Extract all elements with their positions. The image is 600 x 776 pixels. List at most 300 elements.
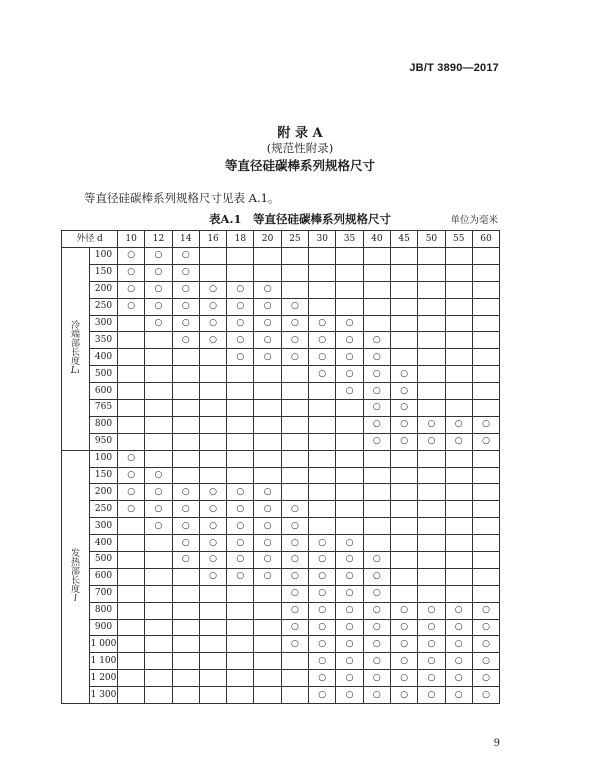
size-available-mark: ○ [227, 298, 254, 315]
cold-end-row [62, 433, 500, 450]
page-number: 9 [493, 738, 500, 749]
size-empty-cell [118, 366, 145, 383]
size-available-mark: ○ [254, 501, 281, 518]
size-empty-cell [227, 416, 254, 433]
size-empty-cell [199, 585, 226, 602]
size-available-mark: ○ [281, 315, 308, 332]
heating-length-cell: 150 [90, 467, 118, 484]
heating-row [62, 619, 500, 636]
size-empty-cell [145, 670, 172, 687]
size-available-mark: ○ [363, 568, 390, 585]
size-empty-cell [418, 518, 445, 535]
size-empty-cell [145, 602, 172, 619]
size-available-mark: ○ [254, 535, 281, 552]
size-available-mark: ○ [172, 298, 199, 315]
size-empty-cell [336, 264, 363, 281]
size-empty-cell [363, 450, 390, 467]
size-available-mark: ○ [227, 552, 254, 569]
size-available-mark: ○ [445, 653, 472, 670]
size-available-mark: ○ [336, 670, 363, 687]
size-empty-cell [145, 653, 172, 670]
diameter-header-cell: 50 [418, 231, 445, 248]
size-empty-cell [445, 552, 472, 569]
cold-end-row [62, 264, 500, 281]
size-available-mark: ○ [254, 552, 281, 569]
size-available-mark: ○ [172, 484, 199, 501]
size-available-mark: ○ [445, 619, 472, 636]
size-available-mark: ○ [281, 602, 308, 619]
size-empty-cell [363, 281, 390, 298]
size-available-mark: ○ [309, 619, 336, 636]
size-empty-cell [445, 467, 472, 484]
size-empty-cell [363, 501, 390, 518]
size-empty-cell [472, 568, 499, 585]
diameter-header-cell: 10 [118, 231, 145, 248]
size-empty-cell [418, 568, 445, 585]
size-empty-cell [418, 298, 445, 315]
size-empty-cell [254, 416, 281, 433]
size-empty-cell [118, 433, 145, 450]
size-available-mark: ○ [227, 332, 254, 349]
size-empty-cell [418, 450, 445, 467]
size-available-mark: ○ [363, 619, 390, 636]
size-empty-cell [172, 433, 199, 450]
size-empty-cell [309, 383, 336, 400]
size-empty-cell [227, 366, 254, 383]
size-empty-cell [172, 400, 199, 417]
size-empty-cell [472, 518, 499, 535]
size-available-mark: ○ [254, 518, 281, 535]
size-empty-cell [472, 501, 499, 518]
size-available-mark: ○ [281, 552, 308, 569]
size-available-mark: ○ [199, 281, 226, 298]
heating-length-cell: 100 [90, 450, 118, 467]
size-empty-cell [472, 450, 499, 467]
size-empty-cell [118, 349, 145, 366]
size-empty-cell [472, 248, 499, 265]
table-header-row [62, 231, 500, 248]
size-available-mark: ○ [390, 366, 417, 383]
heating-length-cell: 900 [90, 619, 118, 636]
size-empty-cell [118, 315, 145, 332]
heating-length-cell: 250 [90, 501, 118, 518]
size-empty-cell [390, 467, 417, 484]
size-empty-cell [445, 248, 472, 265]
size-empty-cell [254, 670, 281, 687]
size-available-mark: ○ [336, 619, 363, 636]
size-available-mark: ○ [172, 535, 199, 552]
size-empty-cell [281, 433, 308, 450]
cold-end-row [62, 332, 500, 349]
cold-end-length-cell: 800 [90, 416, 118, 433]
size-empty-cell [118, 653, 145, 670]
size-available-mark: ○ [363, 383, 390, 400]
size-available-mark: ○ [199, 568, 226, 585]
size-available-mark: ○ [472, 653, 499, 670]
size-available-mark: ○ [227, 568, 254, 585]
size-available-mark: ○ [172, 501, 199, 518]
diameter-header-cell: 30 [309, 231, 336, 248]
annex-name: 等直径硅碳棒系列规格尺寸 [224, 158, 375, 173]
size-available-mark: ○ [145, 298, 172, 315]
size-empty-cell [199, 264, 226, 281]
size-available-mark: ○ [472, 619, 499, 636]
size-empty-cell [172, 602, 199, 619]
heating-length-cell: 300 [90, 518, 118, 535]
size-empty-cell [418, 366, 445, 383]
size-available-mark: ○ [309, 687, 336, 704]
size-empty-cell [472, 315, 499, 332]
size-available-mark: ○ [254, 315, 281, 332]
heating-length-cell: 400 [90, 535, 118, 552]
size-empty-cell [199, 450, 226, 467]
size-available-mark: ○ [227, 315, 254, 332]
size-available-mark: ○ [281, 501, 308, 518]
size-empty-cell [254, 383, 281, 400]
diameter-header-cell: 35 [336, 231, 363, 248]
size-available-mark: ○ [445, 602, 472, 619]
size-empty-cell [418, 501, 445, 518]
size-empty-cell [145, 636, 172, 653]
size-empty-cell [472, 467, 499, 484]
size-empty-cell [418, 552, 445, 569]
cold-end-row [62, 416, 500, 433]
size-empty-cell [118, 670, 145, 687]
size-available-mark: ○ [472, 433, 499, 450]
size-empty-cell [281, 653, 308, 670]
size-available-mark: ○ [309, 670, 336, 687]
size-empty-cell [172, 349, 199, 366]
size-empty-cell [390, 501, 417, 518]
heating-row [62, 467, 500, 484]
size-empty-cell [227, 264, 254, 281]
size-available-mark: ○ [309, 653, 336, 670]
size-empty-cell [309, 264, 336, 281]
size-empty-cell [227, 433, 254, 450]
size-empty-cell [199, 467, 226, 484]
size-available-mark: ○ [145, 518, 172, 535]
size-available-mark: ○ [309, 552, 336, 569]
size-available-mark: ○ [281, 332, 308, 349]
size-empty-cell [281, 366, 308, 383]
size-available-mark: ○ [145, 484, 172, 501]
size-available-mark: ○ [254, 298, 281, 315]
size-empty-cell [390, 264, 417, 281]
size-available-mark: ○ [172, 332, 199, 349]
size-empty-cell [199, 687, 226, 704]
size-available-mark: ○ [390, 400, 417, 417]
size-empty-cell [472, 332, 499, 349]
size-empty-cell [309, 416, 336, 433]
diameter-header-cell: 18 [227, 231, 254, 248]
standard-number: JB/T 3890—2017 [409, 62, 499, 74]
size-empty-cell [281, 264, 308, 281]
size-available-mark: ○ [336, 349, 363, 366]
diameter-header-cell: 20 [254, 231, 281, 248]
size-empty-cell [254, 687, 281, 704]
size-empty-cell [390, 568, 417, 585]
size-empty-cell [199, 636, 226, 653]
size-empty-cell [118, 602, 145, 619]
heating-length-cell: 1 100 [90, 653, 118, 670]
size-empty-cell [472, 349, 499, 366]
size-empty-cell [445, 484, 472, 501]
size-empty-cell [418, 349, 445, 366]
size-available-mark: ○ [281, 535, 308, 552]
size-available-mark: ○ [254, 484, 281, 501]
size-empty-cell [418, 535, 445, 552]
size-empty-cell [254, 264, 281, 281]
size-empty-cell [172, 467, 199, 484]
size-empty-cell [472, 552, 499, 569]
table-caption: 表A.1 等直径硅碳棒系列规格尺寸 [209, 212, 391, 226]
diameter-header-cell: 25 [281, 231, 308, 248]
size-empty-cell [309, 298, 336, 315]
size-available-mark: ○ [363, 433, 390, 450]
diameter-header-cell: 12 [145, 231, 172, 248]
size-empty-cell [445, 298, 472, 315]
size-empty-cell [418, 400, 445, 417]
size-empty-cell [172, 568, 199, 585]
heating-row [62, 450, 500, 467]
size-empty-cell [227, 636, 254, 653]
size-empty-cell [145, 450, 172, 467]
size-empty-cell [199, 416, 226, 433]
cold-end-length-cell: 400 [90, 349, 118, 366]
size-empty-cell [472, 281, 499, 298]
size-available-mark: ○ [363, 602, 390, 619]
size-empty-cell [172, 585, 199, 602]
size-available-mark: ○ [309, 602, 336, 619]
cold-end-length-cell: 950 [90, 433, 118, 450]
size-empty-cell [145, 687, 172, 704]
size-available-mark: ○ [199, 332, 226, 349]
diameter-header-cell: 16 [199, 231, 226, 248]
size-empty-cell [309, 518, 336, 535]
heating-row [62, 602, 500, 619]
size-available-mark: ○ [172, 281, 199, 298]
size-available-mark: ○ [363, 670, 390, 687]
size-empty-cell [390, 298, 417, 315]
size-empty-cell [227, 653, 254, 670]
size-available-mark: ○ [227, 484, 254, 501]
size-available-mark: ○ [336, 653, 363, 670]
diameter-header-cell: 60 [472, 231, 499, 248]
size-empty-cell [363, 535, 390, 552]
heating-length-cell: 1 200 [90, 670, 118, 687]
size-empty-cell [472, 400, 499, 417]
size-empty-cell [199, 366, 226, 383]
size-empty-cell [199, 602, 226, 619]
size-empty-cell [309, 281, 336, 298]
heating-row [62, 568, 500, 585]
size-empty-cell [281, 248, 308, 265]
size-available-mark: ○ [254, 349, 281, 366]
size-empty-cell [145, 332, 172, 349]
size-empty-cell [172, 619, 199, 636]
size-available-mark: ○ [336, 602, 363, 619]
size-empty-cell [472, 484, 499, 501]
size-empty-cell [418, 585, 445, 602]
size-available-mark: ○ [118, 264, 145, 281]
cold-end-row [62, 248, 500, 265]
size-empty-cell [199, 248, 226, 265]
size-empty-cell [199, 400, 226, 417]
size-empty-cell [254, 248, 281, 265]
cold-end-label-char: 长 [70, 347, 80, 358]
size-available-mark: ○ [336, 585, 363, 602]
size-empty-cell [418, 383, 445, 400]
cold-end-label-char: 端 [70, 329, 80, 340]
size-empty-cell [390, 535, 417, 552]
size-empty-cell [472, 535, 499, 552]
size-empty-cell [418, 248, 445, 265]
cold-end-label-char: 冷 [70, 320, 80, 331]
heating-row [62, 670, 500, 687]
size-empty-cell [281, 450, 308, 467]
size-available-mark: ○ [199, 315, 226, 332]
size-empty-cell [445, 349, 472, 366]
cold-end-label [62, 248, 90, 451]
size-empty-cell [118, 535, 145, 552]
size-empty-cell [254, 366, 281, 383]
cold-end-length-cell: 100 [90, 248, 118, 265]
size-empty-cell [254, 602, 281, 619]
outer-diameter-header: 外径 d [62, 231, 118, 248]
size-available-mark: ○ [309, 585, 336, 602]
size-available-mark: ○ [363, 366, 390, 383]
size-available-mark: ○ [390, 636, 417, 653]
size-empty-cell [254, 636, 281, 653]
cold-end-row [62, 315, 500, 332]
size-empty-cell [445, 400, 472, 417]
size-empty-cell [281, 400, 308, 417]
size-available-mark: ○ [254, 332, 281, 349]
size-empty-cell [145, 416, 172, 433]
size-available-mark: ○ [309, 568, 336, 585]
intro-text: 等直径硅碳棒系列规格尺寸见表 A.1。 [84, 191, 280, 205]
size-available-mark: ○ [418, 653, 445, 670]
size-empty-cell [445, 332, 472, 349]
size-empty-cell [118, 383, 145, 400]
size-available-mark: ○ [281, 349, 308, 366]
size-empty-cell [172, 416, 199, 433]
size-empty-cell [472, 298, 499, 315]
size-empty-cell [145, 619, 172, 636]
size-empty-cell [336, 281, 363, 298]
size-empty-cell [336, 416, 363, 433]
size-available-mark: ○ [472, 416, 499, 433]
heating-row [62, 552, 500, 569]
size-available-mark: ○ [363, 653, 390, 670]
size-available-mark: ○ [336, 315, 363, 332]
size-empty-cell [418, 281, 445, 298]
size-available-mark: ○ [145, 467, 172, 484]
size-empty-cell [172, 670, 199, 687]
heating-label-char: 发 [70, 548, 80, 559]
cold-end-length-cell: 150 [90, 264, 118, 281]
heating-label-char: 度 [70, 584, 80, 595]
size-available-mark: ○ [254, 281, 281, 298]
size-empty-cell [390, 484, 417, 501]
size-empty-cell [309, 400, 336, 417]
size-available-mark: ○ [145, 281, 172, 298]
diameter-header-cell: 40 [363, 231, 390, 248]
size-empty-cell [145, 585, 172, 602]
size-available-mark: ○ [390, 687, 417, 704]
heating-row [62, 501, 500, 518]
size-empty-cell [472, 585, 499, 602]
size-available-mark: ○ [145, 248, 172, 265]
heating-label-char: 长 [70, 575, 80, 586]
cold-end-length-cell: 500 [90, 366, 118, 383]
size-available-mark: ○ [390, 602, 417, 619]
size-available-mark: ○ [118, 248, 145, 265]
size-available-mark: ○ [309, 332, 336, 349]
size-available-mark: ○ [199, 552, 226, 569]
size-available-mark: ○ [418, 636, 445, 653]
size-available-mark: ○ [199, 535, 226, 552]
size-empty-cell [118, 518, 145, 535]
size-available-mark: ○ [363, 552, 390, 569]
size-available-mark: ○ [145, 315, 172, 332]
size-available-mark: ○ [336, 332, 363, 349]
size-empty-cell [390, 248, 417, 265]
size-available-mark: ○ [363, 332, 390, 349]
size-available-mark: ○ [363, 400, 390, 417]
size-empty-cell [336, 467, 363, 484]
size-available-mark: ○ [336, 636, 363, 653]
size-empty-cell [445, 450, 472, 467]
size-empty-cell [145, 400, 172, 417]
heating-length-cell: 600 [90, 568, 118, 585]
size-available-mark: ○ [227, 281, 254, 298]
size-empty-cell [445, 315, 472, 332]
size-available-mark: ○ [336, 552, 363, 569]
cold-end-label-symbol: L₁ [70, 365, 81, 376]
size-empty-cell [445, 383, 472, 400]
heating-length-cell: 800 [90, 602, 118, 619]
cold-end-row [62, 400, 500, 417]
size-empty-cell [418, 467, 445, 484]
size-empty-cell [445, 585, 472, 602]
size-empty-cell [309, 450, 336, 467]
size-available-mark: ○ [281, 568, 308, 585]
size-available-mark: ○ [281, 298, 308, 315]
size-available-mark: ○ [227, 535, 254, 552]
size-available-mark: ○ [418, 433, 445, 450]
size-empty-cell [281, 416, 308, 433]
size-available-mark: ○ [390, 433, 417, 450]
size-empty-cell [445, 281, 472, 298]
size-empty-cell [254, 585, 281, 602]
size-empty-cell [227, 400, 254, 417]
size-empty-cell [145, 349, 172, 366]
size-available-mark: ○ [199, 484, 226, 501]
size-empty-cell [199, 619, 226, 636]
heating-label-char: 部 [70, 566, 80, 577]
size-empty-cell [418, 315, 445, 332]
size-available-mark: ○ [418, 619, 445, 636]
cold-end-row [62, 366, 500, 383]
size-available-mark: ○ [336, 366, 363, 383]
size-empty-cell [227, 248, 254, 265]
size-available-mark: ○ [390, 619, 417, 636]
size-available-mark: ○ [118, 450, 145, 467]
size-empty-cell [254, 450, 281, 467]
size-empty-cell [418, 332, 445, 349]
cold-end-length-cell: 600 [90, 383, 118, 400]
